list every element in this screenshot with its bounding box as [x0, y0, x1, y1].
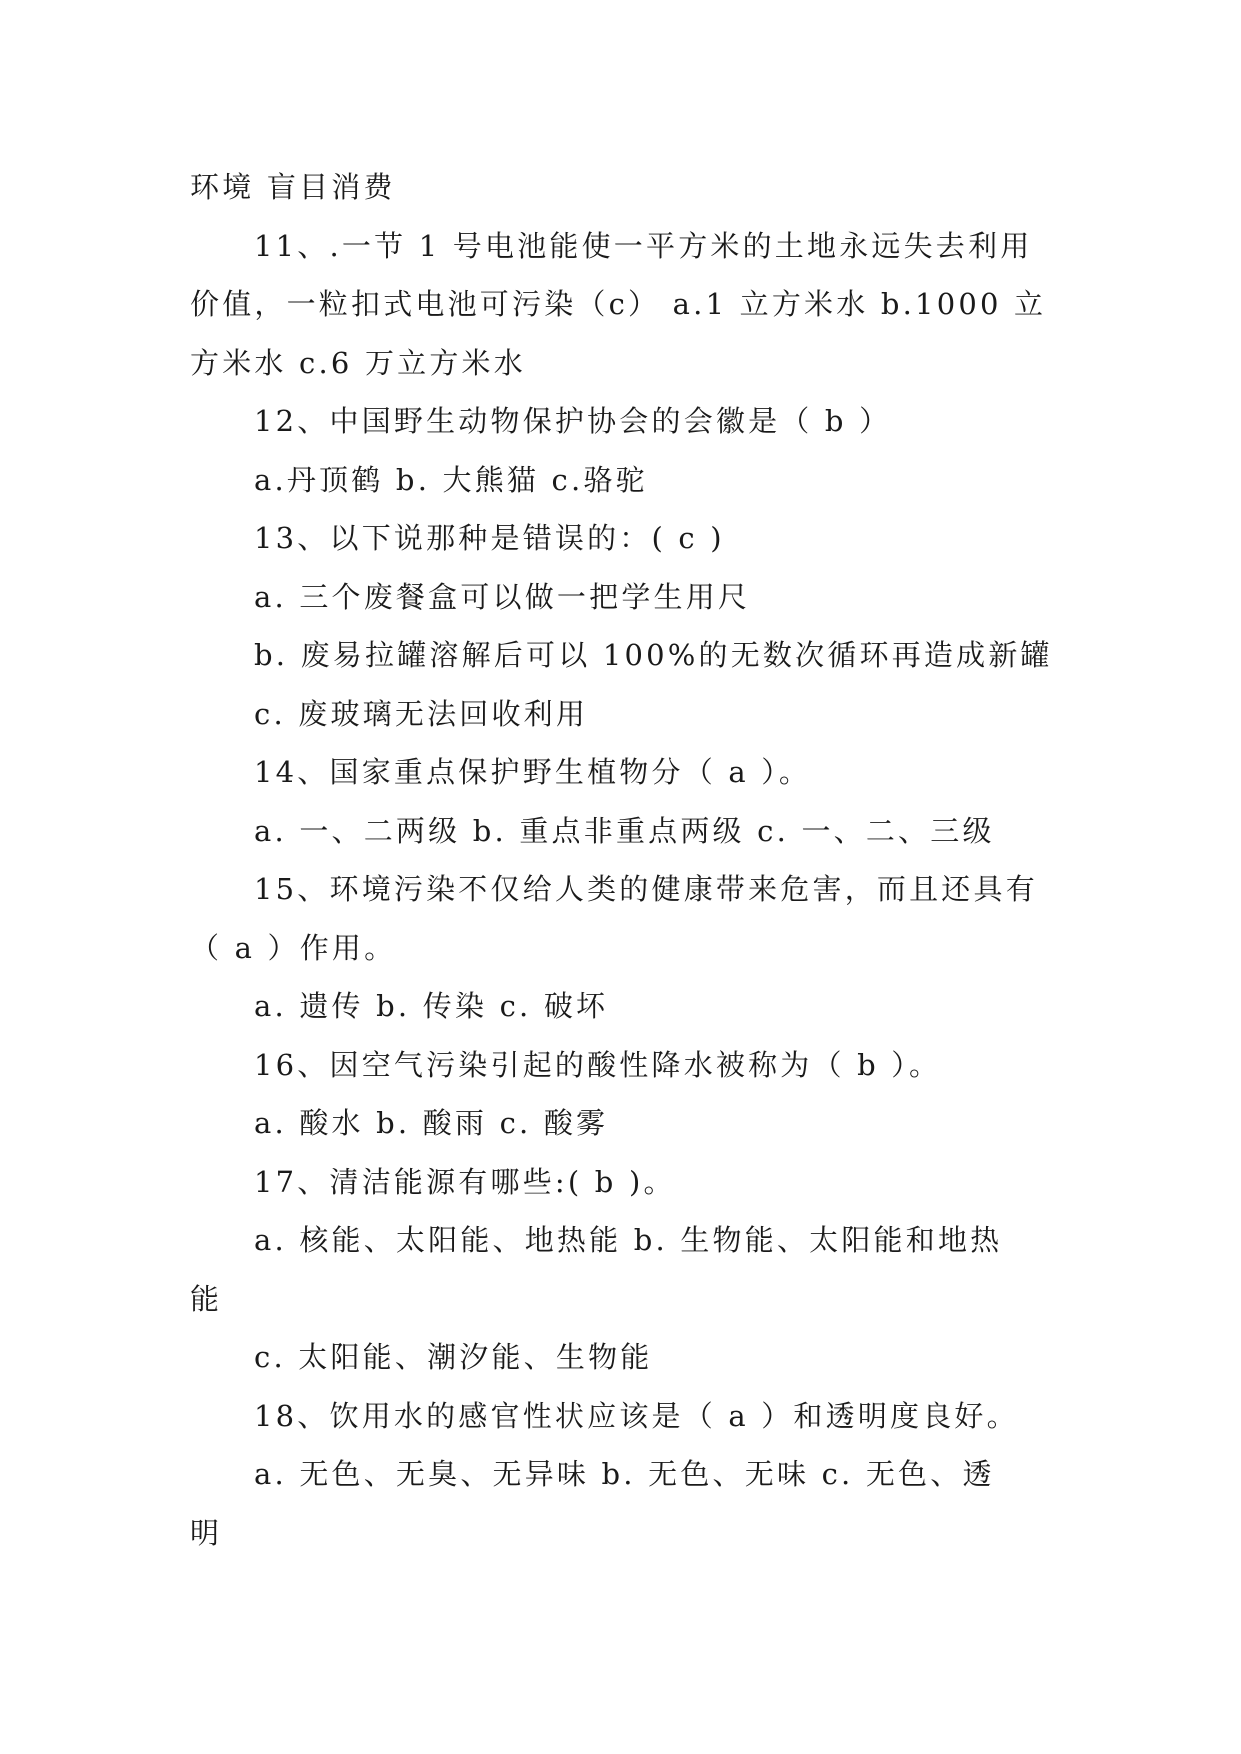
question-18-options: a. 无色、无臭、无异味 b. 无色、无味 c. 无色、透: [254, 1457, 995, 1491]
question-14-options: a. 一、二两级 b. 重点非重点两级 c. 一、二、三级: [254, 813, 995, 848]
text-line-1: 环境 盲目消费: [190, 170, 396, 204]
question-18-options-continuation: 明: [190, 1515, 223, 1550]
question-13-option-a: a. 三个废餐盒可以做一把学生用尺: [254, 579, 751, 614]
question-16-options: a. 酸水 b. 酸雨 c. 酸雾: [254, 1106, 609, 1140]
question-17-option-c: c. 太阳能、潮汐能、生物能: [254, 1340, 653, 1374]
question-13: 13、以下说那种是错误的：( c ): [254, 521, 725, 555]
question-12: 12、中国野生动物保护协会的会徽是（ b ）: [254, 404, 892, 438]
question-15-options: a. 遗传 b. 传染 c. 破坏: [254, 989, 609, 1023]
document-page: [190, 158, 1053, 1562]
question-13-option-b: b. 废易拉罐溶解后可以 100%的无数次循环再造成新罐: [254, 638, 1053, 672]
question-14: 14、国家重点保护野生植物分（ a ）。: [254, 755, 812, 789]
question-13-option-c: c. 废玻璃无法回收利用: [254, 696, 589, 731]
question-16: 16、因空气污染引起的酸性降水被称为（ b ）。: [254, 1047, 942, 1082]
question-15: 15、环境污染不仅给人类的健康带来危害，而且还具有: [254, 872, 1038, 906]
question-18: 18、饮用水的感官性状应该是（ a ）和透明度良好。: [254, 1398, 1019, 1433]
question-17-options-continuation: 能: [190, 1281, 223, 1316]
question-11: 11、.一节 1 号电池能使一平方米的土地永远失去利用: [254, 228, 1033, 263]
question-17-options: a. 核能、太阳能、地热能 b. 生物能、太阳能和地热: [254, 1223, 1003, 1257]
question-17: 17、清洁能源有哪些:( b )。: [254, 1164, 676, 1199]
question-11-continuation: 价值，一粒扣式电池可污染（c） a.1 立方米水 b.1000 立: [190, 287, 1047, 321]
question-12-options: a.丹顶鹤 b. 大熊猫 c.骆驼: [254, 462, 648, 497]
question-15-continuation: （ a ）作用。: [190, 930, 397, 965]
question-11-continuation-2: 方米水 c.6 万立方米水: [190, 345, 526, 380]
